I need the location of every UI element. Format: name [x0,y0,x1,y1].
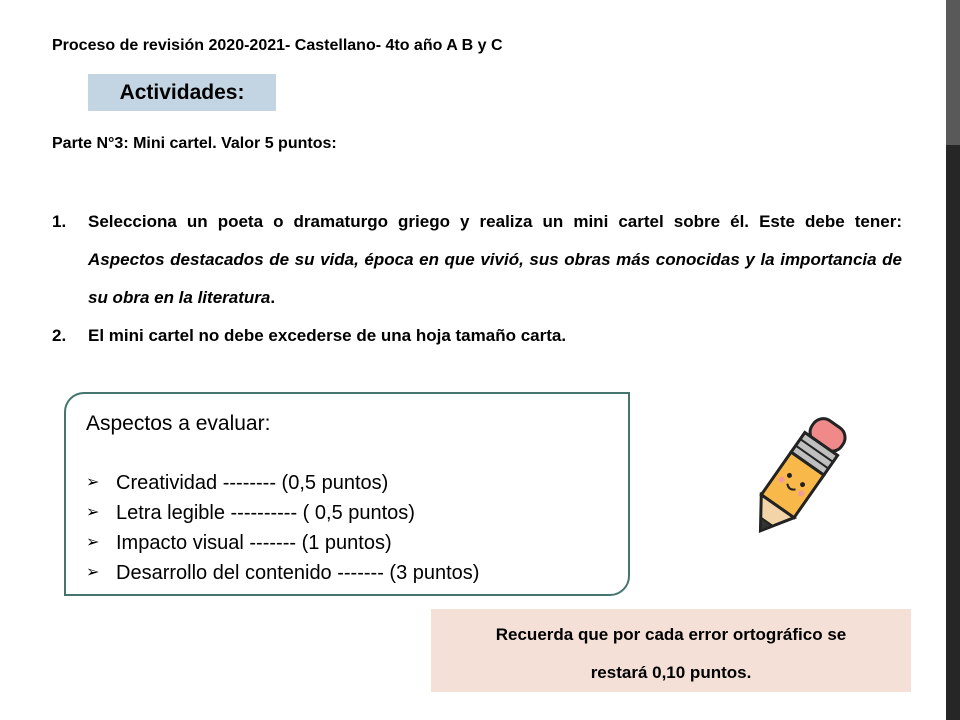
evaluation-list [86,468,479,588]
instruction-text-plain: Selecciona un poeta o dramaturgo griego y realiza un mini cartel sobre él. Este debe tener: [88,212,902,231]
evaluation-item-text: Desarrollo del contenido ------- (3 puntos) [116,562,480,584]
arrow-check-bullet-icon: ➢ [86,534,100,551]
instruction-text-italic: Aspectos destacados de su vida, época en que vivió, sus obras más conocidas y la importancia de su obra en la literatura [88,250,902,307]
evaluation-item [86,468,479,498]
evaluation-item-text: Impacto visual ------- (1 puntos) [116,532,392,554]
instruction-text: El mini cartel no debe excederse de una hoja tamaño carta. [88,326,567,345]
part-heading: Parte N°3: Mini cartel. Valor 5 puntos: [52,135,337,152]
page-title: Proceso de revisión 2020-2021- Castellano- 4to año A B y C [52,37,503,54]
activities-label [88,74,276,111]
reminder-line: restará 0,10 puntos. [590,663,752,682]
instruction-number: 1. [52,212,67,231]
evaluation-item [86,498,479,528]
reminder-line: Recuerda que por cada error ortográfico se [495,625,847,644]
evaluation-box [64,392,630,596]
activities-label-text: Actividades: [119,80,245,104]
slide-side-bar [946,0,960,720]
evaluation-item [86,558,479,588]
arrow-check-bullet-icon: ➢ [86,504,100,521]
instruction-item [52,317,902,355]
pencil-illustration-icon [736,410,856,550]
arrow-check-bullet-icon: ➢ [86,564,100,581]
evaluation-title: Aspectos a evaluar: [86,412,271,435]
evaluation-item-text: Creatividad -------- (0,5 puntos) [116,472,389,494]
instruction-text [88,203,902,317]
side-bar-accent [946,0,960,145]
evaluation-item-text: Letra legible ---------- ( 0,5 puntos) [116,502,415,524]
instructions-list [52,203,902,355]
evaluation-item [86,528,479,558]
instruction-text-end: . [270,288,276,307]
arrow-check-bullet-icon: ➢ [86,474,100,491]
instruction-item [52,203,902,317]
instruction-number: 2. [52,326,67,345]
reminder-box [431,609,911,692]
